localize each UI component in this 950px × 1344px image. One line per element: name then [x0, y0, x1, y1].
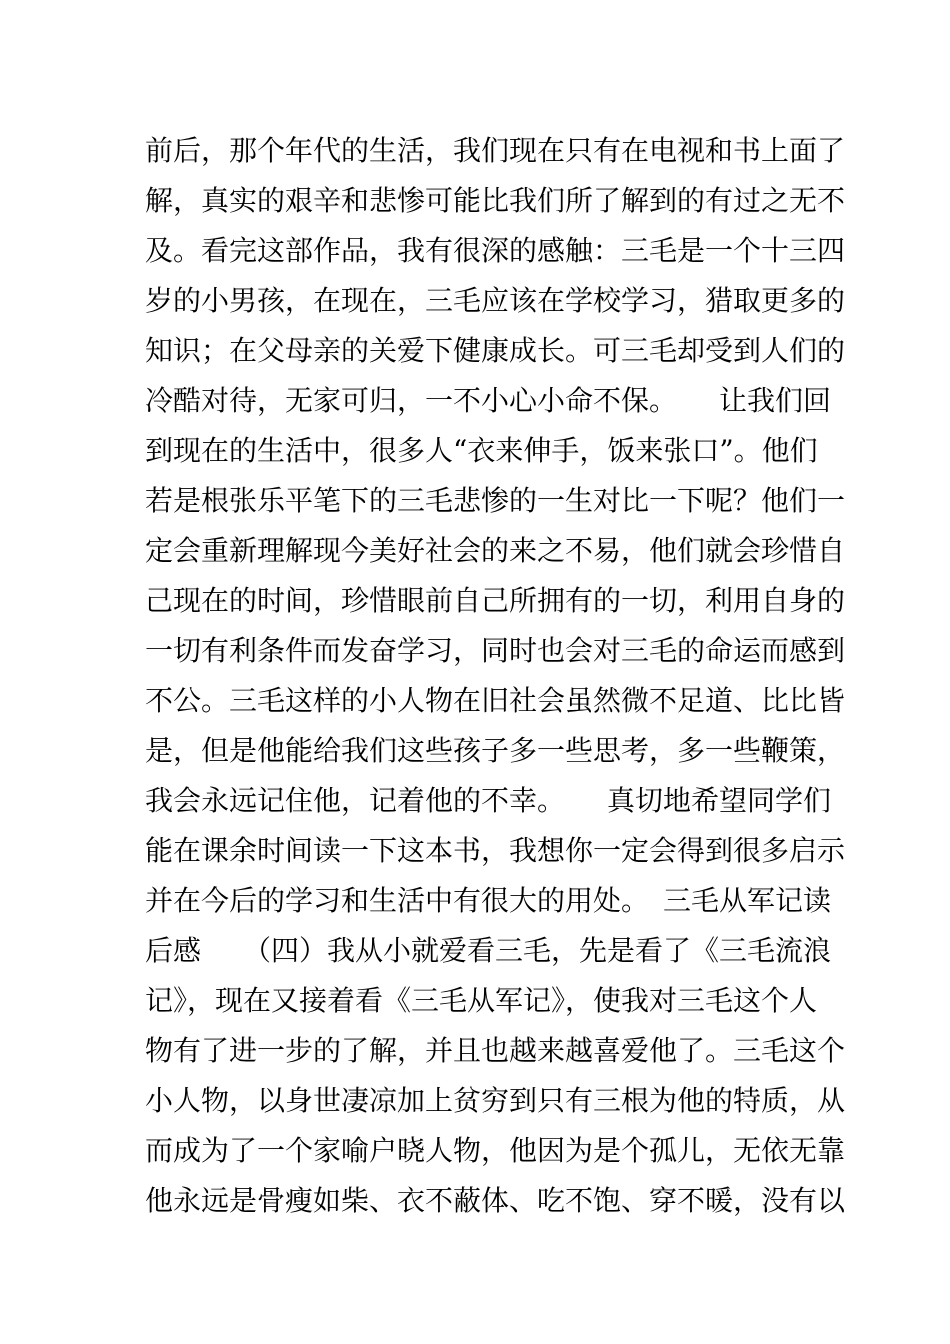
text-line-1: 前后，那个年代的生活，我们现在只有在电视和书上面了	[145, 134, 845, 167]
text-line-17: 后感 （四）我从小就爱看三毛，先是看了《三毛流浪	[145, 934, 832, 967]
text-line-22: 他永远是骨瘦如柴、衣不蔽体、吃不饱、穿不暖，没有以	[145, 1184, 845, 1217]
text-line-4: 岁的小男孩，在现在，三毛应该在学校学习，猎取更多的	[145, 284, 845, 317]
text-line-9: 定会重新理解现今美好社会的来之不易，他们就会珍惜自	[145, 534, 845, 567]
text-line-14: 我会永远记住他，记着他的不幸。 真切地希望同学们	[145, 784, 832, 817]
text-line-11: 一切有利条件而发奋学习，同时也会对三毛的命运而感到	[145, 634, 845, 667]
text-line-20: 小人物，以身世凄凉加上贫穷到只有三根为他的特质，从	[145, 1084, 845, 1117]
text-line-12: 不公。三毛这样的小人物在旧社会虽然微不足道、比比皆	[145, 684, 845, 717]
text-line-10: 己现在的时间，珍惜眼前自己所拥有的一切，利用自身的	[145, 584, 845, 617]
text-line-2: 解，真实的艰辛和悲惨可能比我们所了解到的有过之无不	[145, 184, 845, 217]
text-line-13: 是，但是他能给我们这些孩子多一些思考，多一些鞭策，	[145, 734, 845, 767]
text-line-5: 知识；在父母亲的关爱下健康成长。可三毛却受到人们的	[145, 334, 845, 367]
text-line-3: 及。看完这部作品，我有很深的感触：三毛是一个十三四	[145, 234, 845, 267]
text-line-7: 到现在的生活中，很多人“衣来伸手，饭来张口”。他们	[145, 434, 818, 467]
text-line-18: 记》，现在又接着看《三毛从军记》，使我对三毛这个人	[145, 984, 818, 1017]
text-line-6: 冷酷对待，无家可归，一不小心小命不保。 让我们回	[145, 384, 832, 417]
text-line-15: 能在课余时间读一下这本书，我想你一定会得到很多启示	[145, 834, 845, 867]
text-line-19: 物有了进一步的了解，并且也越来越喜爱他了。三毛这个	[145, 1034, 845, 1067]
text-line-8: 若是根张乐平笔下的三毛悲惨的一生对比一下呢？他们一	[145, 484, 845, 517]
body-text	[145, 126, 845, 1226]
text-line-21: 而成为了一个家喻户晓人物，他因为是个孤儿，无依无靠	[145, 1134, 845, 1167]
text-line-16: 并在今后的学习和生活中有很大的用处。 三毛从军记读	[145, 884, 832, 917]
